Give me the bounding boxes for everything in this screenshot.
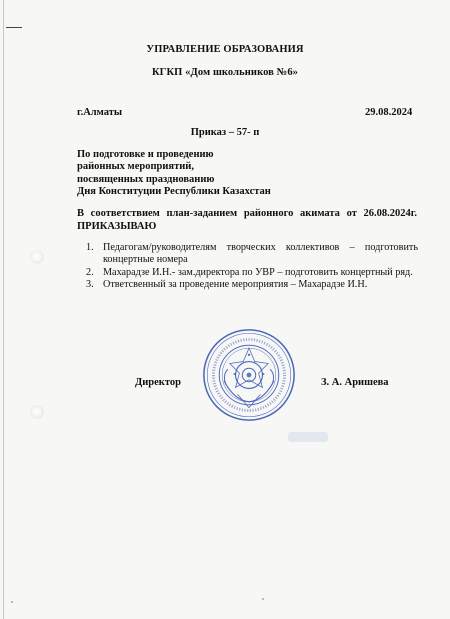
list-item <box>86 242 418 267</box>
subject-line: посвященных празднованию <box>77 173 215 185</box>
subject-line: районных мероприятий, <box>77 161 194 173</box>
list-item-text: Махарадзе И.Н.- зам.директора по УВР – подготовить концертный ряд. <box>103 266 413 278</box>
preamble-word: В <box>77 208 85 219</box>
signature-name: З. А. Аришева <box>321 377 389 388</box>
preamble-word: план-заданием <box>166 208 238 219</box>
subject-line: По подготовке и проведению <box>77 149 214 160</box>
list-item-number: 1. <box>86 242 94 253</box>
official-seal-stamp <box>201 327 297 423</box>
header-department: УПРАВЛЕНИЕ ОБРАЗОВАНИЯ <box>146 44 304 55</box>
scan-edge-line <box>3 0 4 619</box>
order-preamble <box>77 208 417 233</box>
faint-blue-smudge <box>288 432 328 442</box>
list-item-text: Ответсвенный за проведение мероприятия – Махарадзе И.Н. <box>103 278 368 290</box>
preamble-line-1 <box>77 208 417 221</box>
list-item-number: 2. <box>86 266 94 278</box>
header-organization: КГКП «Дом школьников №6» <box>151 67 299 78</box>
list-item <box>86 279 418 291</box>
order-title: Приказ – 57- п <box>190 127 260 138</box>
subject-line: Дня Конституции Республики Казахстан <box>77 185 271 197</box>
order-items-list <box>86 242 418 291</box>
scan-speck <box>262 598 264 600</box>
list-item <box>86 267 418 279</box>
corner-dash-mark <box>6 27 22 28</box>
list-item-number: 3. <box>86 278 94 290</box>
preamble-word: соответствием <box>90 208 160 219</box>
document-date: 29.08.2024 <box>365 107 413 118</box>
preamble-line-2: ПРИКАЗЫВАЮ <box>77 220 157 232</box>
document-city: г.Алматы <box>77 107 123 118</box>
punch-hole-lower <box>31 406 43 418</box>
list-item-text: Педагогам/руководителям творческих коллективов – подготовить концертные номера <box>103 242 418 266</box>
scan-speck <box>11 601 13 603</box>
preamble-word: районного <box>243 208 294 219</box>
preamble-word: от <box>346 208 357 219</box>
order-subject <box>77 149 271 198</box>
preamble-word: 26.08.2024г. <box>363 208 417 219</box>
signature-title: Директор <box>135 377 181 388</box>
preamble-word: акимата <box>299 208 340 219</box>
punch-hole-upper <box>31 251 43 263</box>
